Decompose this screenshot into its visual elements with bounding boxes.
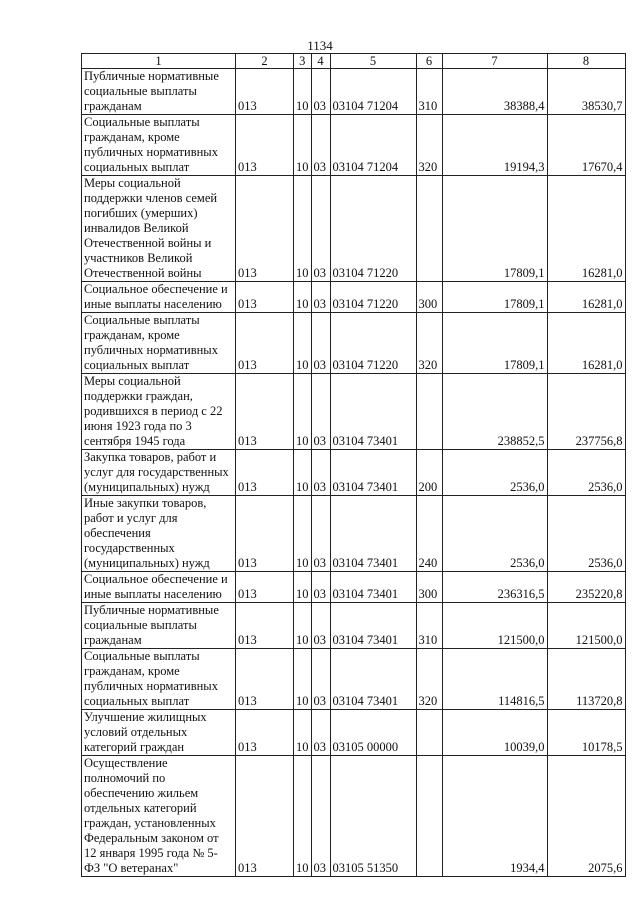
code-vr: 320 xyxy=(416,649,442,710)
code-vr: 240 xyxy=(416,496,442,572)
code-rz: 10 xyxy=(294,649,312,710)
code-csr: 03104 71220 xyxy=(330,176,416,282)
code-csr: 03104 71204 xyxy=(330,115,416,176)
code-vr: 310 xyxy=(416,603,442,649)
header-cell: 4 xyxy=(311,54,330,69)
table-row xyxy=(82,450,626,496)
code-pr: 03 xyxy=(311,374,330,450)
value-col8: 16281,0 xyxy=(547,282,625,313)
row-name: Социальное обеспечение и иные выплаты населению xyxy=(82,572,236,603)
code-rz: 10 xyxy=(294,710,312,756)
code-csr: 03104 73401 xyxy=(330,450,416,496)
value-col8: 16281,0 xyxy=(547,176,625,282)
header-cell: 2 xyxy=(236,54,294,69)
code-pr: 03 xyxy=(311,450,330,496)
code-rz: 10 xyxy=(294,115,312,176)
code-gr: 013 xyxy=(236,282,294,313)
header-cell: 8 xyxy=(547,54,625,69)
table-row xyxy=(82,496,626,572)
code-pr: 03 xyxy=(311,313,330,374)
code-vr: 300 xyxy=(416,572,442,603)
value-col8: 2536,0 xyxy=(547,450,625,496)
code-rz: 10 xyxy=(294,176,312,282)
code-csr: 03104 71220 xyxy=(330,313,416,374)
value-col8: 113720,8 xyxy=(547,649,625,710)
code-csr: 03104 73401 xyxy=(330,572,416,603)
table-row xyxy=(82,313,626,374)
code-gr: 013 xyxy=(236,649,294,710)
code-csr: 03104 73401 xyxy=(330,374,416,450)
value-col7: 17809,1 xyxy=(442,176,547,282)
row-name: Социальные выплаты гражданам, кроме публичных нормативных социальных выплат xyxy=(82,115,236,176)
header-cell: 6 xyxy=(416,54,442,69)
value-col8: 235220,8 xyxy=(547,572,625,603)
header-cell: 3 xyxy=(294,54,312,69)
code-pr: 03 xyxy=(311,176,330,282)
code-gr: 013 xyxy=(236,710,294,756)
code-csr: 03104 73401 xyxy=(330,603,416,649)
code-csr: 03105 00000 xyxy=(330,710,416,756)
table-row xyxy=(82,710,626,756)
value-col7: 2536,0 xyxy=(442,450,547,496)
code-pr: 03 xyxy=(311,115,330,176)
code-gr: 013 xyxy=(236,313,294,374)
code-gr: 013 xyxy=(236,450,294,496)
value-col8: 10178,5 xyxy=(547,710,625,756)
code-pr: 03 xyxy=(311,649,330,710)
code-pr: 03 xyxy=(311,710,330,756)
table-row xyxy=(82,649,626,710)
code-gr: 013 xyxy=(236,603,294,649)
table-row xyxy=(82,176,626,282)
value-col8: 17670,4 xyxy=(547,115,625,176)
code-gr: 013 xyxy=(236,572,294,603)
value-col7: 17809,1 xyxy=(442,313,547,374)
code-rz: 10 xyxy=(294,282,312,313)
table-row xyxy=(82,69,626,115)
table-row xyxy=(82,115,626,176)
value-col7: 2536,0 xyxy=(442,496,547,572)
value-col7: 121500,0 xyxy=(442,603,547,649)
row-name: Меры социальной поддержки членов семей погибших (умерших) инвалидов Великой Отечественной войны и участников Великой Отечественной войны xyxy=(82,176,236,282)
code-rz: 10 xyxy=(294,69,312,115)
row-name: Социальное обеспечение и иные выплаты населению xyxy=(82,282,236,313)
row-name: Публичные нормативные социальные выплаты гражданам xyxy=(82,69,236,115)
value-col7: 10039,0 xyxy=(442,710,547,756)
row-name: Публичные нормативные социальные выплаты гражданам xyxy=(82,603,236,649)
value-col7: 1934,4 xyxy=(442,756,547,877)
table-row xyxy=(82,374,626,450)
header-cell: 5 xyxy=(330,54,416,69)
value-col8: 38530,7 xyxy=(547,69,625,115)
value-col7: 114816,5 xyxy=(442,649,547,710)
value-col8: 2536,0 xyxy=(547,496,625,572)
code-vr: 300 xyxy=(416,282,442,313)
code-pr: 03 xyxy=(311,572,330,603)
table-row xyxy=(82,282,626,313)
code-pr: 03 xyxy=(311,496,330,572)
page-number: 1134 xyxy=(307,38,333,53)
code-pr: 03 xyxy=(311,756,330,877)
code-csr: 03104 73401 xyxy=(330,649,416,710)
code-csr: 03104 71204 xyxy=(330,69,416,115)
code-gr: 013 xyxy=(236,374,294,450)
code-vr xyxy=(416,176,442,282)
value-col7: 17809,1 xyxy=(442,282,547,313)
code-pr: 03 xyxy=(311,282,330,313)
code-vr xyxy=(416,710,442,756)
code-gr: 013 xyxy=(236,115,294,176)
code-rz: 10 xyxy=(294,374,312,450)
code-csr: 03104 73401 xyxy=(330,496,416,572)
code-rz: 10 xyxy=(294,450,312,496)
row-name: Меры социальной поддержки граждан, родившихся в период с 22 июня 1923 года по 3 сентября 1945 года xyxy=(82,374,236,450)
code-vr xyxy=(416,756,442,877)
header-cell: 7 xyxy=(442,54,547,69)
code-rz: 10 xyxy=(294,496,312,572)
code-gr: 013 xyxy=(236,176,294,282)
row-name: Улучшение жилищных условий отдельных категорий граждан xyxy=(82,710,236,756)
code-pr: 03 xyxy=(311,603,330,649)
table-row xyxy=(82,603,626,649)
code-gr: 013 xyxy=(236,69,294,115)
value-col7: 19194,3 xyxy=(442,115,547,176)
value-col8: 16281,0 xyxy=(547,313,625,374)
table-row xyxy=(82,572,626,603)
code-rz: 10 xyxy=(294,756,312,877)
value-col7: 236316,5 xyxy=(442,572,547,603)
code-gr: 013 xyxy=(236,756,294,877)
budget-table xyxy=(81,53,626,877)
code-pr: 03 xyxy=(311,69,330,115)
code-rz: 10 xyxy=(294,603,312,649)
value-col8: 2075,6 xyxy=(547,756,625,877)
code-csr: 03105 51350 xyxy=(330,756,416,877)
code-rz: 10 xyxy=(294,572,312,603)
code-gr: 013 xyxy=(236,496,294,572)
value-col8: 237756,8 xyxy=(547,374,625,450)
table-body xyxy=(82,69,626,877)
code-vr xyxy=(416,374,442,450)
row-name: Иные закупки товаров, работ и услуг для обеспечения государственных (муниципальных) нужд xyxy=(82,496,236,572)
value-col7: 38388,4 xyxy=(442,69,547,115)
code-vr: 320 xyxy=(416,313,442,374)
row-name: Социальные выплаты гражданам, кроме публичных нормативных социальных выплат xyxy=(82,649,236,710)
row-name: Закупка товаров, работ и услуг для государственных (муниципальных) нужд xyxy=(82,450,236,496)
row-name: Социальные выплаты гражданам, кроме публичных нормативных социальных выплат xyxy=(82,313,236,374)
code-csr: 03104 71220 xyxy=(330,282,416,313)
code-vr: 310 xyxy=(416,69,442,115)
table-row xyxy=(82,756,626,877)
header-cell: 1 xyxy=(82,54,236,69)
code-vr: 320 xyxy=(416,115,442,176)
code-vr: 200 xyxy=(416,450,442,496)
code-rz: 10 xyxy=(294,313,312,374)
value-col8: 121500,0 xyxy=(547,603,625,649)
header-row xyxy=(82,54,626,69)
row-name: Осуществление полномочий по обеспечению жильем отдельных категорий граждан, установленных Федеральным законом от 12 января 1995 года № 5-ФЗ "О ветеранах" xyxy=(82,756,236,877)
value-col7: 238852,5 xyxy=(442,374,547,450)
